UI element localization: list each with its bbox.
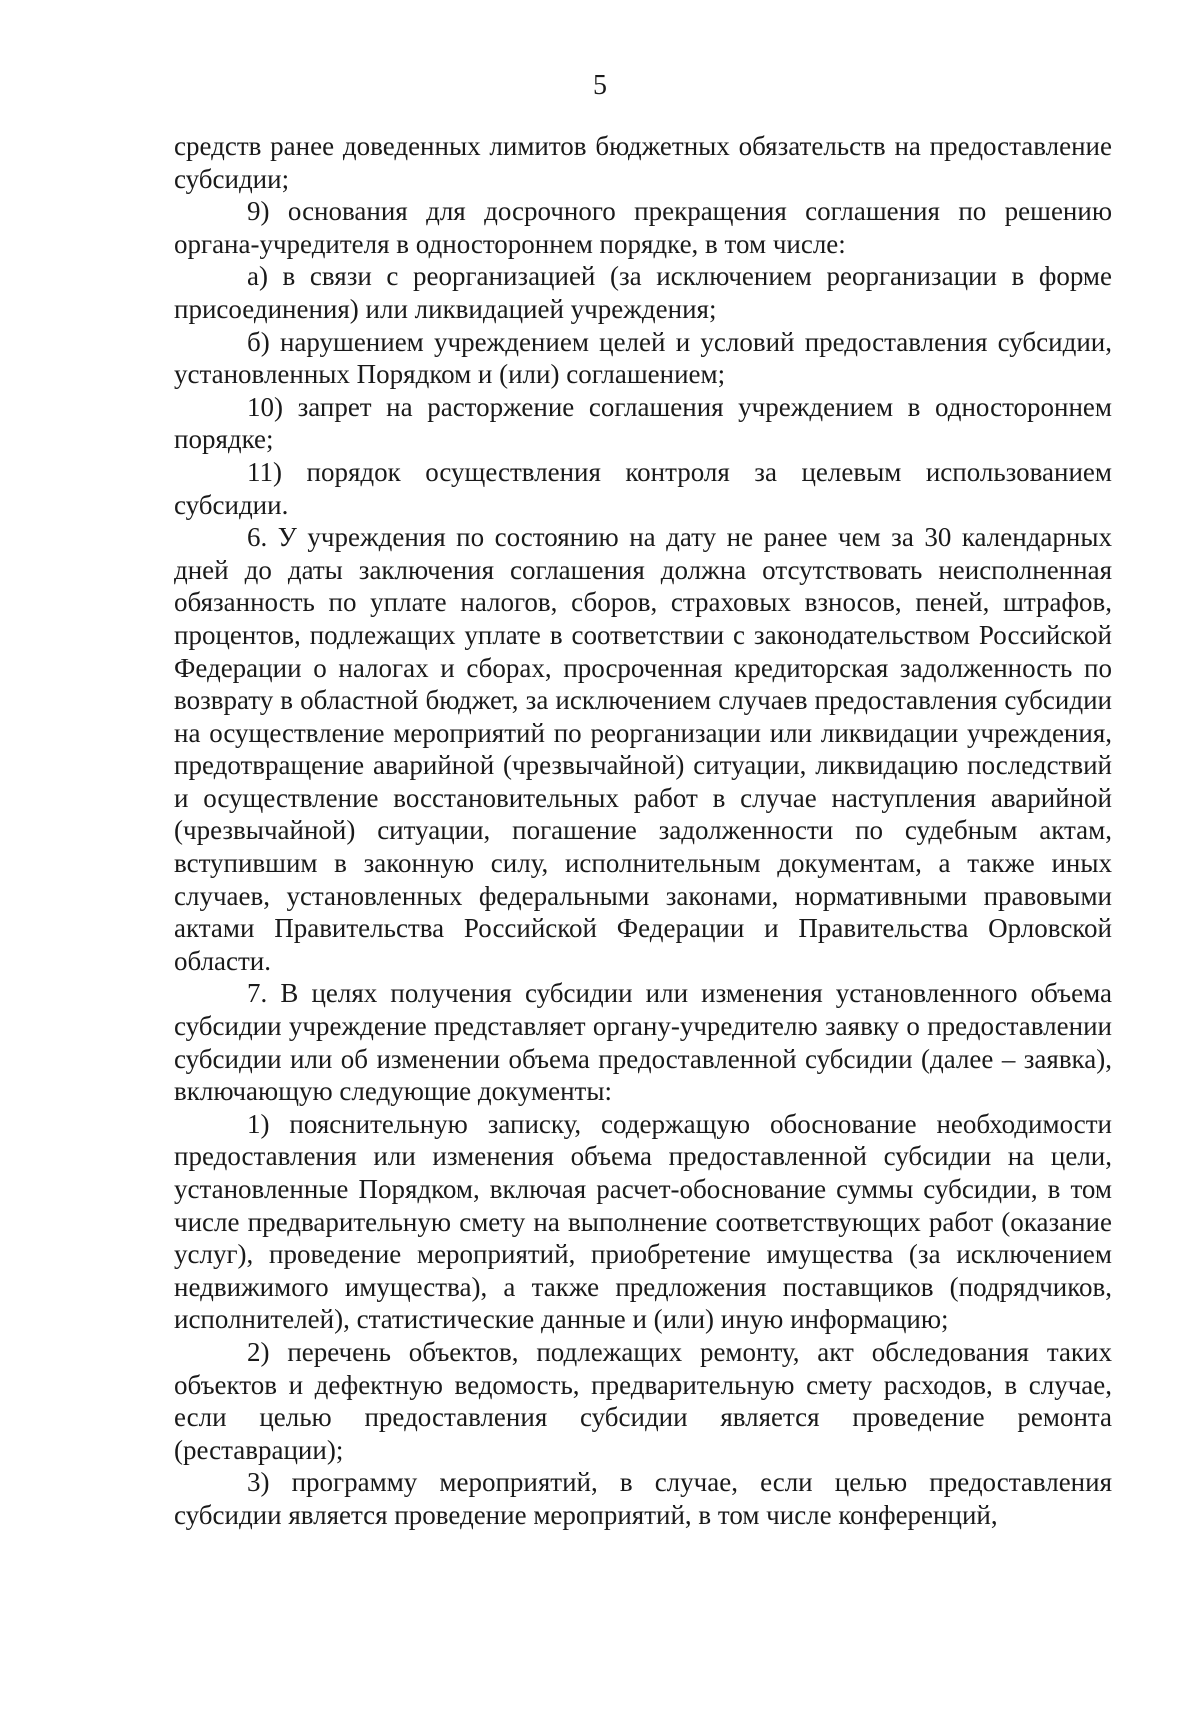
paragraph-continuation: средств ранее доведенных лимитов бюджетных обязательств на предоставление субсидии; [174,131,1112,194]
paragraph-doc-item-3: 3) программу мероприятий, в случае, если целью предоставления субсидии является проведение мероприятий, в том числе конференций, [174,1467,1112,1530]
paragraph-section-6: 6. У учреждения по состоянию на дату не ранее чем за 30 календарных дней до даты заключения соглашения должна отсутствовать неисполненная обязанность по уплате налогов, сборов, страховых взносов, пеней, штрафов, процентов, подлежащих уплате в соответствии с законодательством Российской Федерации о налогах и сборах, просроченная кредиторская задолженность по возврату в областной бюджет, за исключением случаев предоставления субсидии на осуществление мероприятий по реорганизации или ликвидации учреждения, предотвращение аварийной (чрезвычайной) ситуации, ликвидацию последствий и осуществление восстановительных работ в случае наступления аварийной (чрезвычайной) ситуации, погашение задолженности по судебным актам, вступившим в законную силу, исполнительным документам, а также иных случаев, установленных федеральными законами, нормативными правовыми актами Правительства Российской Федерации и Правительства Орловской области. [174,522,1112,976]
paragraph-doc-item-2: 2) перечень объектов, подлежащих ремонту, акт обследования таких объектов и дефектную ведомость, предварительную смету расходов, в случае, если целью предоставления субсидии является проведение ремонта (реставрации); [174,1336,1112,1465]
paragraph-item-9: 9) основания для досрочного прекращения соглашения по решению органа-учредителя в одностороннем порядке, в том числе: [174,196,1112,259]
paragraph-doc-item-1: 1) пояснительную записку, содержащую обоснование необходимости предоставления или изменения объема предоставленной субсидии на цели, установленные Порядком, включая расчет-обоснование суммы субсидии, в том числе предварительную смету на выполнение соответствующих работ (оказание услуг), проведение мероприятий, приобретение имущества (за исключением недвижимого имущества), а также предложения поставщиков (подрядчиков, исполнителей), статистические данные и (или) иную информацию; [174,1108,1112,1335]
document-body [174,130,1112,1532]
page-number: 5 [593,70,607,101]
paragraph-subitem-a: а) в связи с реорганизацией (за исключением реорганизации в форме присоединения) или ликвидацией учреждения; [174,261,1112,324]
paragraph-subitem-b: б) нарушением учреждением целей и условий предоставления субсидии, установленных Порядком и (или) соглашением; [174,326,1112,390]
paragraph-item-10: 10) запрет на расторжение соглашения учреждением в одностороннем порядке; [174,391,1112,455]
paragraph-section-7: 7. В целях получения субсидии или изменения установленного объема субсидии учреждение представляет органу-учредителю заявку о предоставлении субсидии или об изменении объема предоставленной субсидии (далее – заявка), включающую следующие документы: [174,978,1112,1107]
paragraph-item-11: 11) порядок осуществления контроля за целевым использованием субсидии. [174,456,1112,520]
